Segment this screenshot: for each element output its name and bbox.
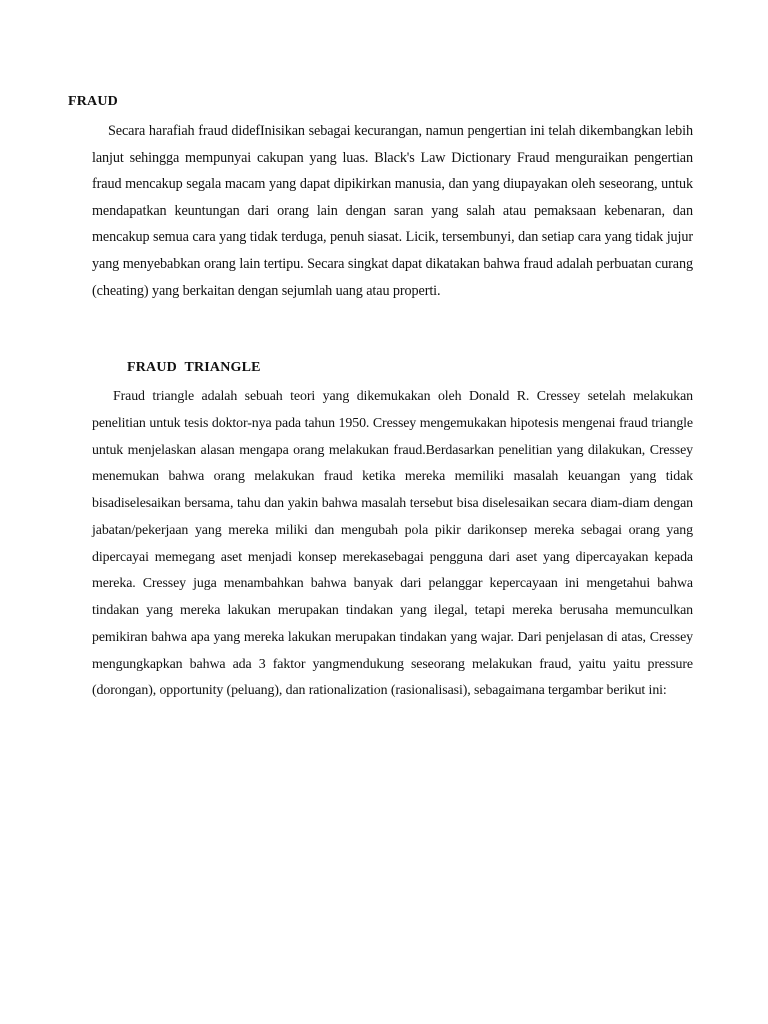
text-run: menguraikan pengertian — [549, 149, 693, 166]
text-run: didefInisikan sebagai kecurangan, namun pengertian ini telah dikembangkan lebih lanjut sehingga mempunyai cakupan yang luas. — [92, 123, 693, 166]
section-heading-fraud: FRAUD — [68, 94, 118, 109]
paragraph-fraud-definition — [92, 118, 693, 304]
text-run: mencakup segala macam yang dapat dipikirkan manusia, dan yang diupayakan oleh seseorang, untuk mendapatkan keuntungan dari orang lain dengan saran yang salah atau pemaksaan kebenaran, dan mencakup semua cara yang tidak terduga, penuh siasat. Licik, tersembunyi, dan setiap cara yang tidak jujur yang menyebabkan orang lain tertipu. Secara singkat dapat dikatakan bahwa — [92, 176, 693, 272]
italic-term: fraud — [92, 176, 122, 193]
paragraph-fraud-triangle: Fraud triangle adalah sebuah teori yang dikemukakan oleh Donald R. Cressey setelah melakukan penelitian untuk tesis doktor-nya pada tahun 1950. Cressey mengemukakan hipotesis mengenai fraud triangle untuk menjelaskan alasan mengapa orang melakukan fraud.Berdasarkan penelitian yang dilakukan, Cressey menemukan bahwa orang melakukan fraud ketika mereka memiliki masalah keuangan yang tidak bisadiselesaikan bersama, tahu dan yakin bahwa masalah tersebut bisa diselesaikan secara diam-diam dengan jabatan/pekerjaan yang mereka miliki dan mengubah pola pikir darikonsep mereka sebagai orang yang dipercayai memegang aset menjadi konsep merekasebagai pengguna dari aset yang dipercayakan kepada mereka. Cressey juga menambahkan bahwa banyak dari pelanggar kepercayaan ini mengetahui bahwa tindakan yang mereka lakukan merupakan tindakan yang ilegal, tetapi mereka berusaha memunculkan pemikiran bahwa apa yang mereka lakukan merupakan tindakan yang wajar. Dari penjelasan di atas, Cressey mengungkapkan bahwa ada 3 faktor yangmendukung seseorang melakukan fraud, yaitu yaitu pressure (dorongan), opportunity (peluang), dan rationalization (rasionalisasi), sebagaimana tergambar berikut ini: — [92, 389, 693, 699]
text-run: ) yang berkaitan dengan sejumlah uang atau properti. — [143, 282, 441, 299]
italic-term: Black's Law Dictionary Fraud — [374, 149, 550, 166]
italic-term: cheating — [96, 282, 144, 299]
italic-term: fraud — [198, 123, 228, 139]
section-heading-fraud-triangle: FRAUD TRIANGLE — [127, 360, 261, 375]
italic-term: fraud — [523, 255, 553, 272]
text-run: Secara harafiah — [108, 123, 199, 139]
text-run: adalah perbuatan curang ( — [92, 255, 693, 299]
